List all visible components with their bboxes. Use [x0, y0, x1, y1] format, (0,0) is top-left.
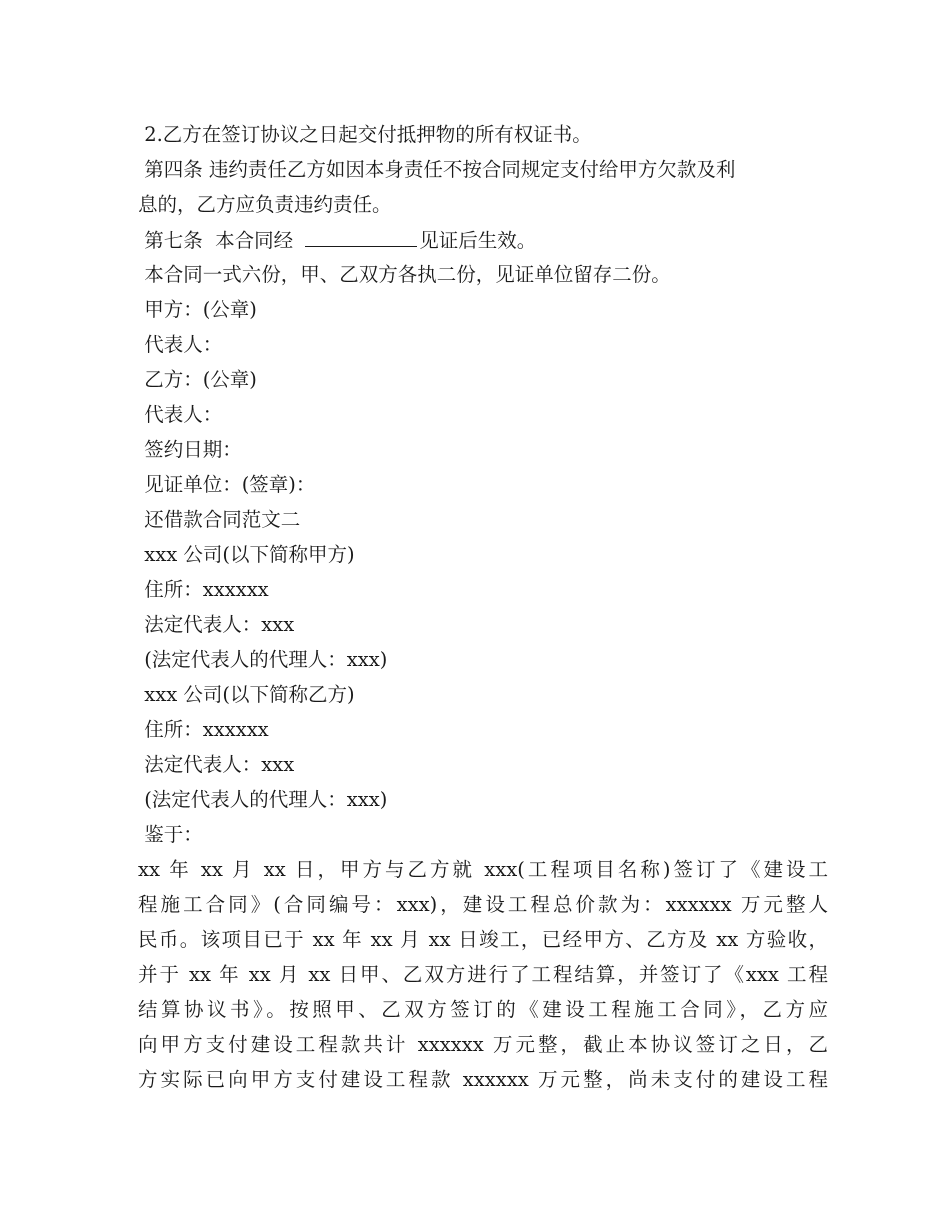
- clause-line: 息的，乙方应负责违约责任。: [138, 193, 392, 216]
- party-b-seal-line: 乙方：(公章): [138, 368, 257, 391]
- whereas-heading: 鉴于：: [138, 823, 203, 846]
- body-paragraph-line: 方实际已向甲方支付建设工程款 xxxxxx 万元整，尚未支付的建设工程: [138, 1068, 828, 1091]
- fill-in-blank: [305, 222, 417, 247]
- representative-line: 代表人：: [138, 403, 223, 426]
- section-title: 还借款合同范文二: [138, 508, 301, 531]
- sign-date-line: 签约日期：: [138, 438, 242, 461]
- body-paragraph-line: xx 年 xx 月 xx 日，甲方与乙方就 xxx(工程项目名称)签订了《建设工: [138, 858, 828, 881]
- party-a-name: xxx 公司(以下简称甲方): [138, 543, 355, 566]
- party-a-address: 住所：xxxxxx: [138, 578, 269, 601]
- body-paragraph-line: 民币。该项目已于 xx 年 xx 月 xx 日竣工，已经甲方、乙方及 xx 方验收，: [138, 928, 828, 951]
- representative-line: 代表人：: [138, 333, 223, 356]
- party-b-address: 住所：xxxxxx: [138, 718, 269, 741]
- body-paragraph-line: 并于 xx 年 xx 月 xx 日甲、乙双方进行了工程结算，并签订了《xxx 工程: [138, 963, 828, 986]
- party-b-agent: (法定代表人的代理人：xxx): [138, 788, 388, 811]
- body-paragraph-line: 程施工合同》(合同编号：xxx)，建设工程总价款为：xxxxxx 万元整人: [138, 893, 828, 916]
- body-paragraph-line: 结算协议书》。按照甲、乙双方签订的《建设工程施工合同》，乙方应: [138, 998, 828, 1021]
- clause-line: 2.乙方在签订协议之日起交付抵押物的所有权证书。: [138, 123, 592, 146]
- clause-text: 第七条 本合同经: [138, 229, 300, 252]
- party-b-legal-rep: 法定代表人：xxx: [138, 753, 295, 776]
- clause-text: 见证后生效。: [419, 229, 537, 252]
- party-a-seal-line: 甲方：(公章): [138, 298, 257, 321]
- party-b-name: xxx 公司(以下简称乙方): [138, 683, 355, 706]
- clause-line-with-blank: [138, 222, 828, 257]
- witness-unit-line: 见证单位：(签章)：: [138, 473, 316, 496]
- body-paragraph-line: 向甲方支付建设工程款共计 xxxxxx 万元整，截止本协议签订之日，乙: [138, 1033, 828, 1056]
- party-a-agent: (法定代表人的代理人：xxx): [138, 648, 388, 671]
- document-page: [138, 117, 828, 1097]
- clause-line: 本合同一式六份，甲、乙双方各执二份，见证单位留存二份。: [138, 263, 671, 286]
- party-a-legal-rep: 法定代表人：xxx: [138, 613, 295, 636]
- clause-line: 第四条 违约责任乙方如因本身责任不按合同规定支付给甲方欠款及利: [138, 158, 736, 181]
